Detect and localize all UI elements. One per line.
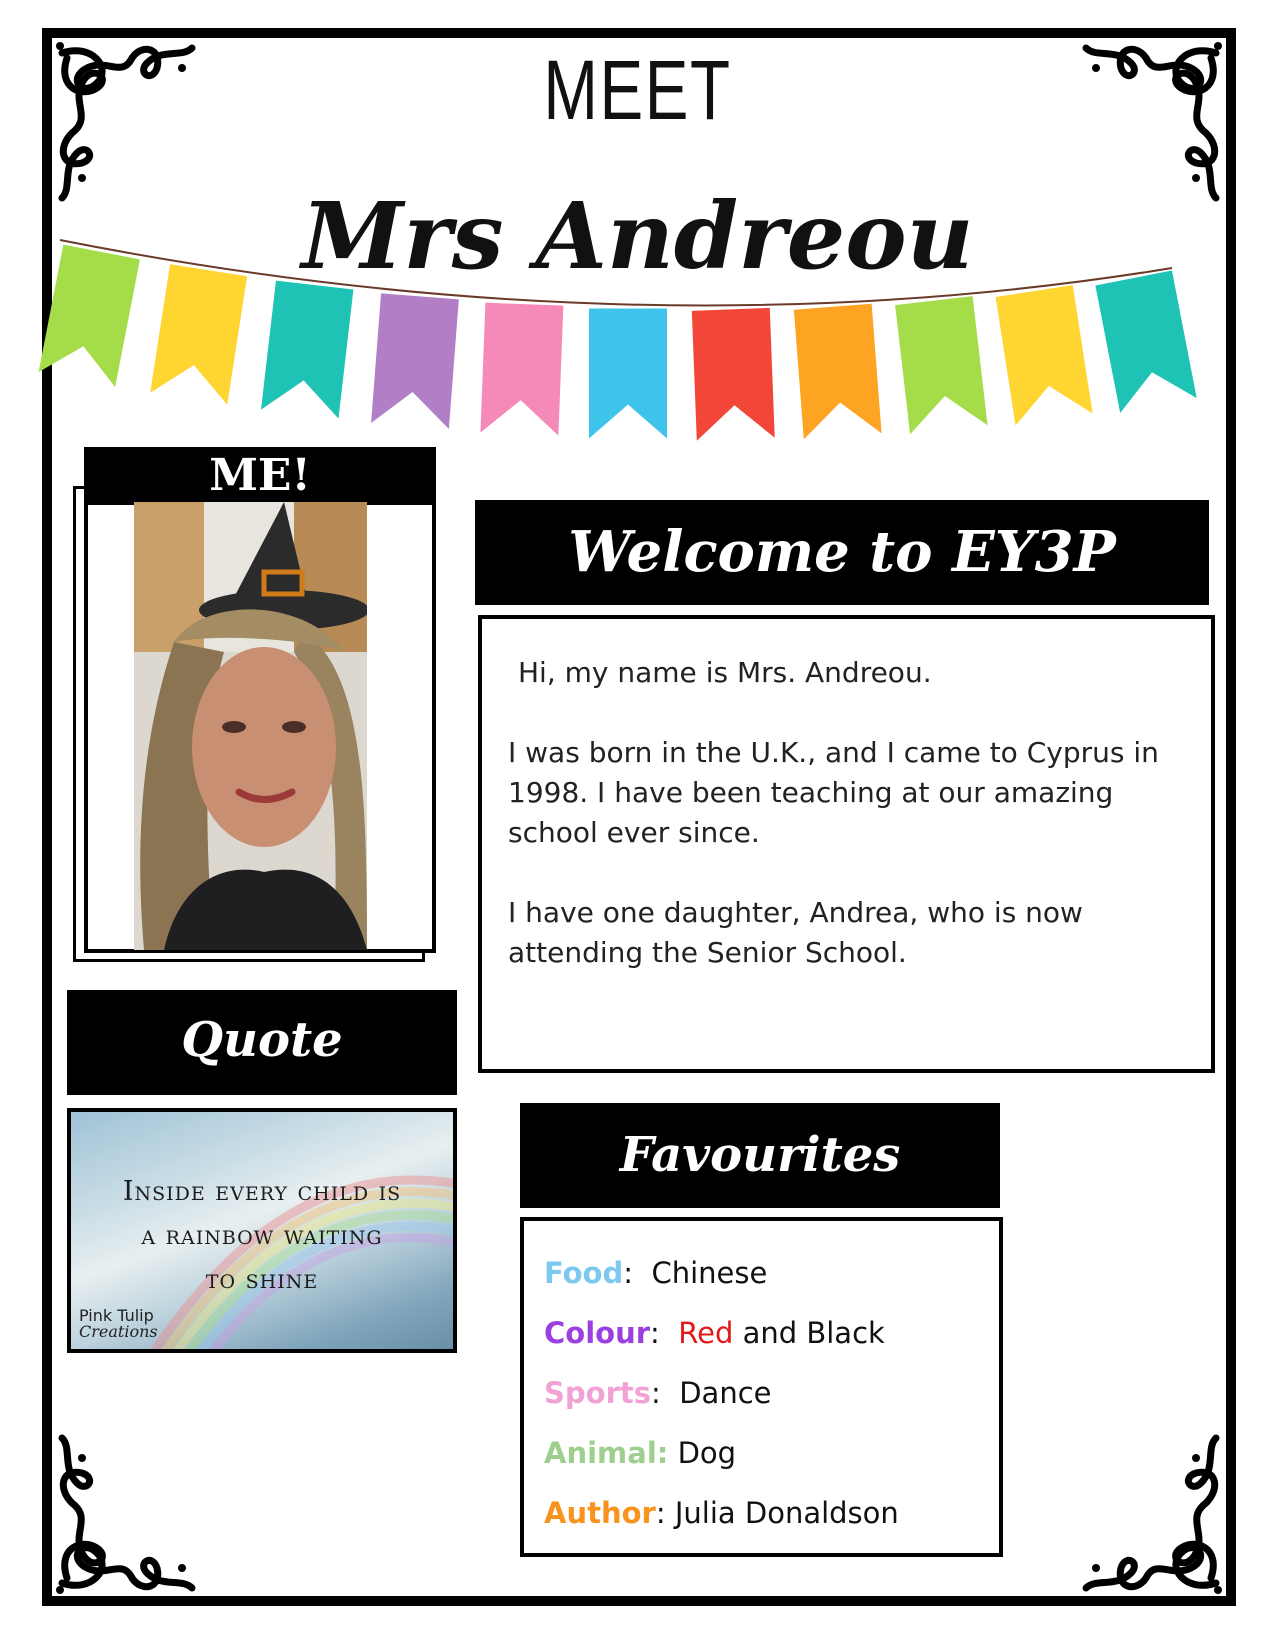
fav-sep: :: [651, 1376, 661, 1410]
bunting-flag: [895, 296, 987, 434]
fav-value: Dance: [679, 1376, 772, 1410]
favourite-author: [544, 1483, 979, 1543]
swirl-corner-bottom-left: [52, 1428, 222, 1598]
fav-key: Author: [544, 1496, 656, 1530]
intro-paragraph-2: I was born in the U.K., and I came to Cyprus in 1998. I have been teaching at our amazing school ever since.: [508, 736, 1159, 849]
favourites-label: Favourites: [520, 1103, 1000, 1208]
bunting-flag: [692, 308, 775, 441]
bunting-flag: [480, 303, 563, 436]
fav-sep: :: [623, 1256, 634, 1290]
fav-key: Colour: [544, 1316, 651, 1350]
intro-paragraph-1: Hi, my name is Mrs. Andreou.: [518, 656, 932, 689]
bunting-banner: [0, 235, 1275, 465]
fav-key: Food: [544, 1256, 624, 1290]
teacher-photo: [134, 502, 367, 950]
bunting-flag: [371, 293, 459, 429]
swirl-corner-bottom-right: [1056, 1428, 1226, 1598]
fav-value-red: Red: [678, 1316, 734, 1350]
quote-line: to shine: [205, 1264, 319, 1295]
fav-key: Sports: [544, 1376, 651, 1410]
favourite-animal: [544, 1423, 979, 1483]
intro-paragraph-3: I have one daughter, Andrea, who is now attending the Senior School.: [508, 896, 1083, 969]
bunting-flag: [996, 285, 1093, 425]
fav-sep: :: [650, 1316, 660, 1350]
credit-line-1: Pink Tulip: [79, 1306, 154, 1325]
quote-credit: [79, 1308, 158, 1340]
quote-line: Inside every child is: [122, 1176, 402, 1207]
quote-card: [67, 1108, 457, 1353]
fav-value: and Black: [733, 1316, 885, 1350]
credit-line-2: Creations: [79, 1322, 158, 1341]
fav-sep: :: [655, 1496, 666, 1530]
quote-line: a rainbow waiting: [141, 1220, 383, 1251]
welcome-title: Welcome to EY3P: [475, 500, 1209, 605]
intro-text-box: [478, 615, 1215, 1073]
fav-key: Animal:: [544, 1436, 669, 1470]
fav-value: Julia Donaldson: [674, 1496, 899, 1530]
meet-heading: MEET: [543, 43, 732, 137]
bunting-flag: [150, 264, 247, 404]
favourites-box: [520, 1217, 1003, 1557]
bunting-flag: [794, 304, 882, 440]
bunting-flag: [1095, 271, 1196, 413]
quote-text: [71, 1170, 453, 1302]
fav-value: Chinese: [651, 1256, 768, 1290]
bunting-flag: [589, 309, 667, 439]
favourite-colour: [544, 1303, 979, 1363]
fav-value: Dog: [677, 1436, 737, 1470]
quote-label: Quote: [67, 990, 457, 1095]
favourite-sports: [544, 1363, 979, 1423]
me-label: ME!: [84, 447, 436, 505]
bunting-flag: [261, 281, 353, 419]
teacher-name-heading: Mrs Andreou: [301, 182, 974, 290]
bunting-flag: [39, 245, 140, 387]
favourite-food: [544, 1243, 979, 1303]
